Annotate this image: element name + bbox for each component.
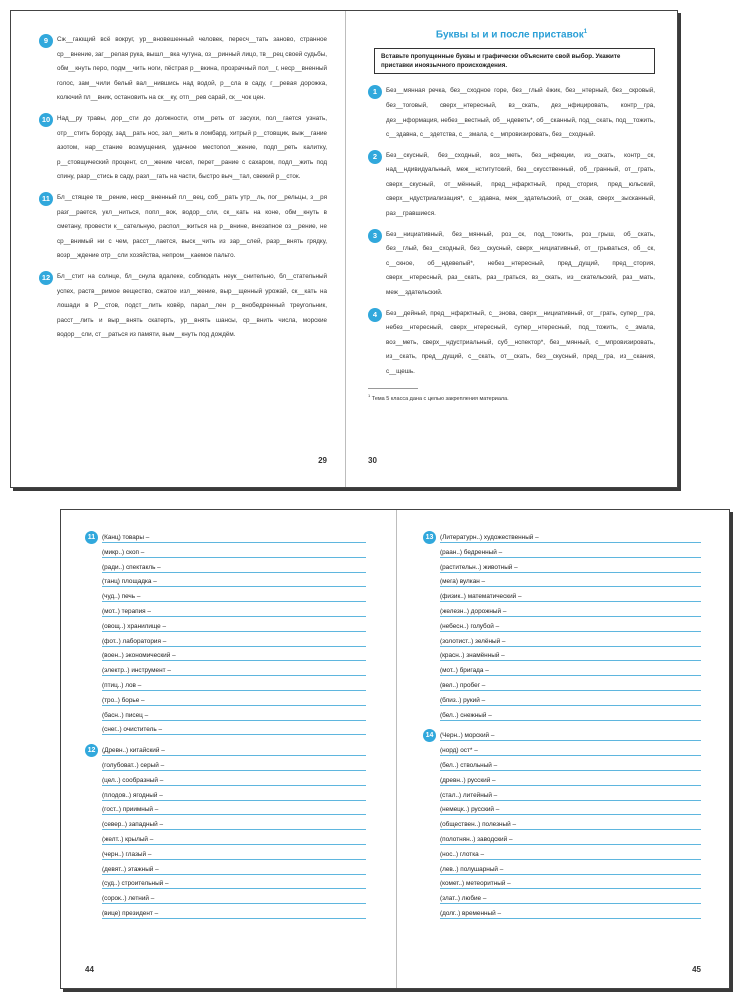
term: (золотист..) зелёный – — [440, 638, 509, 645]
answer-line[interactable] — [440, 859, 701, 860]
task-row — [423, 758, 701, 773]
term: (сорок..) летний – — [102, 895, 158, 902]
term: (растительн..) животный – — [440, 564, 522, 571]
term: (басн..) писец – — [102, 712, 152, 719]
task-row — [423, 663, 701, 678]
term: (небесн..) голубой – — [440, 623, 503, 630]
term: (Литературн..) художественный – — [440, 534, 543, 541]
task-row — [423, 693, 701, 708]
answer-line[interactable] — [102, 888, 366, 889]
answer-line[interactable] — [440, 918, 701, 919]
term: (микр..) скоп – — [102, 549, 148, 556]
task-row — [423, 906, 701, 921]
answer-line[interactable] — [440, 888, 701, 889]
page-29 — [11, 11, 345, 487]
footnote-divider — [368, 388, 418, 389]
answer-line[interactable] — [440, 874, 701, 875]
answer-line[interactable] — [102, 814, 366, 815]
answer-line[interactable] — [102, 785, 366, 786]
answer-line[interactable] — [440, 572, 701, 573]
term: (железн..) дорожный – — [440, 608, 510, 615]
answer-line[interactable] — [102, 631, 366, 632]
term: (снег..) очиститель – — [102, 726, 166, 733]
term: (фот..) лаборатория – — [102, 638, 170, 645]
task-row — [423, 728, 701, 743]
term: (цел..) сообразный – — [102, 777, 167, 784]
exercise-number-badge: 10 — [39, 113, 53, 127]
term: (комет..) метеоритный – — [440, 880, 515, 887]
task-row — [423, 574, 701, 589]
answer-line[interactable] — [440, 542, 701, 543]
answer-line[interactable] — [102, 874, 366, 875]
term: (долг..) временный – — [440, 910, 505, 917]
exercise-10 — [39, 112, 327, 185]
task-group-11 — [85, 530, 366, 737]
answer-line[interactable] — [102, 770, 366, 771]
answer-line[interactable] — [102, 542, 366, 543]
exercise-3 — [368, 228, 655, 301]
answer-line[interactable] — [102, 734, 366, 735]
answer-line[interactable] — [440, 646, 701, 647]
task-row — [423, 832, 701, 847]
task-row — [85, 604, 366, 619]
task-row — [423, 589, 701, 604]
task-row — [423, 678, 701, 693]
exercise-9 — [39, 33, 327, 106]
task-row — [85, 832, 366, 847]
term: (суд..) строительный – — [102, 880, 173, 887]
task-row — [423, 788, 701, 803]
task-row — [423, 817, 701, 832]
answer-line[interactable] — [440, 616, 701, 617]
term: (черн..) глазый – — [102, 851, 155, 858]
exercise-text: Бл__стящее тв__рение, неср__вненный пл__вец, соб__рать утр__ль, пог__рельцы, з__ря разг__рается, укл__ниться, попл__вок, водор__сли, ск__кать на коне, обм__кнуть в сметану, провести к__сательную, распол__житься на р__внине, внезапное оз__рение, не ср__внимый ни с чем, расст__лается, выск__чить из зар__слей, разр__внять грядку, возр__ждение отр__сли хозяйства, непром__каемое пальто. — [57, 193, 327, 260]
task-row — [423, 847, 701, 862]
page-number: 29 — [318, 456, 327, 465]
answer-line[interactable] — [440, 903, 701, 904]
answer-line[interactable] — [102, 918, 366, 919]
task-row — [85, 817, 366, 832]
task-group-12 — [85, 743, 366, 921]
term: (нос..) глотка – — [440, 851, 488, 858]
answer-line[interactable] — [102, 690, 366, 691]
exercise-text: Над__ру травы, дор__сти до должности, отм__реть от засухи, пол__гается узнать, отр__стить бороду, зад__рать нос, зал__жить в ломбард, хитрый р__стовщик, выж__гание азотом, нар__стание возмущения, удачное местопол__жение, подп__реть калитку, р__стовщический процент, сл__жение чисел, перет__рание с сахаром, подл__жить под спину, разр__стись в саду, разл__гать на части, быстро выч__тал, свежий р__сток. — [57, 114, 327, 181]
term: (норд) ост* – — [440, 747, 482, 754]
exercise-2 — [368, 149, 655, 222]
answer-line[interactable] — [440, 740, 701, 741]
term: (воен..) экономический – — [102, 652, 180, 659]
answer-line[interactable] — [102, 903, 366, 904]
top-textbook-spread — [10, 10, 678, 488]
answer-line[interactable] — [102, 800, 366, 801]
exercise-11 — [39, 191, 327, 264]
footnote-marker: 1 — [368, 392, 371, 398]
exercise-text: Без__мянная речка, без__сходное горе, без__глый ёжик, без__нтерный, без__скровый, без__тоговый, сверх__нтересный, вз__скать, дез__нфицировать, контр__гра, дез__нформация, небез__вестный, об__ндеветь*, об__сканный, под__скать, под__тожить, с__здавна, с__здетства, с__змала, с__мпровизировать, без__сходный. — [386, 87, 655, 139]
task-row — [85, 862, 366, 877]
exercise-12 — [39, 270, 327, 343]
exercise-number-badge: 1 — [368, 85, 382, 99]
footnote — [368, 393, 655, 402]
answer-line[interactable] — [102, 660, 366, 661]
exercise-number-badge: 3 — [368, 229, 382, 243]
answer-line[interactable] — [440, 720, 701, 721]
term: (Канц) товары – — [102, 534, 153, 541]
term: (полотнян..) заводский – — [440, 836, 517, 843]
answer-line[interactable] — [440, 601, 701, 602]
answer-line[interactable] — [440, 755, 701, 756]
answer-line[interactable] — [440, 586, 701, 587]
task-row — [85, 634, 366, 649]
task-row — [423, 743, 701, 758]
term: (гост..) приимный – — [102, 806, 162, 813]
answer-line[interactable] — [102, 646, 366, 647]
exercise-text: Сж__гающий всё вокруг, ур__вновешенный человек, пересч__тать заново, странное ср__внение, заг__релая рука, вышл__вка чутуна, оз__ринный лицо, тв__рец своей судьбы, обм__кнуть перо, подм__чить ноги, пёстрая р__вкина, прозрачный пол__г, неср__вненный голос, зам__чили белый вал__нившись над водой, р__сла в саду, г__ревая дорожка, колючий пл__вник, остановить на ск__ку, отп__рев сарай, ск__чок цен. — [57, 36, 327, 102]
term: (Черн..) морский – — [440, 732, 498, 739]
page-number: 44 — [85, 965, 94, 974]
answer-line[interactable] — [102, 829, 366, 830]
answer-line[interactable] — [440, 800, 701, 801]
term: (обществен..) полезный – — [440, 821, 520, 828]
term: (вице) президент – — [102, 910, 162, 917]
term: (физик..) математический – — [440, 593, 526, 600]
answer-line[interactable] — [440, 814, 701, 815]
task-row — [423, 604, 701, 619]
answer-line[interactable] — [440, 770, 701, 771]
term: (бел..) снежный – — [440, 712, 496, 719]
term: (танц) площадка – — [102, 578, 161, 585]
answer-line[interactable] — [102, 601, 366, 602]
term: (голубоват..) серый – — [102, 762, 168, 769]
answer-line[interactable] — [102, 616, 366, 617]
task-row — [85, 788, 366, 803]
exercise-text: Без__нициативный, без__мянный, роз__ск, под__тожить, роз__грыш, об__скать, без__глый, без__сходный, без__скусный, сверх__нициативный, от__грываться, об__ск, с__скное, об__ндевелый*, небез__нтересный, пред__дущий, пред__стория, сверх__нтересный, раз__скать, раз__гратьcя, вз__скать, из__скательский, раз__мать, меж__здательский. — [386, 230, 655, 297]
term: (север..) западный – — [102, 821, 167, 828]
term: (древн..) русский – — [440, 777, 500, 784]
term: (красн..) знамённый – — [440, 652, 509, 659]
task-row — [85, 906, 366, 921]
page-44 — [61, 510, 396, 988]
page-number: 45 — [692, 965, 701, 974]
answer-line[interactable] — [102, 557, 366, 558]
answer-line[interactable] — [102, 844, 366, 845]
task-row — [85, 560, 366, 575]
answer-line[interactable] — [102, 720, 366, 721]
task-row — [85, 545, 366, 560]
term: (немецк..) русский – — [440, 806, 503, 813]
task-group-13 — [423, 530, 701, 722]
term: (стал..) литейный – — [440, 792, 501, 799]
task-row — [85, 619, 366, 634]
task-row — [85, 574, 366, 589]
task-row — [85, 876, 366, 891]
term: (птиц..) лов – — [102, 682, 145, 689]
answer-line[interactable] — [440, 844, 701, 845]
task-row — [85, 773, 366, 788]
term: (чуд..) печь – — [102, 593, 144, 600]
section-title — [368, 29, 655, 40]
exercise-text: Без__скусный, без__сходный, воз__меть, без__нфекции, из__скать, контр__ск, над__ндивидуальный, меж__нститутский, без__скусственный, об__гранный, от__грать, сверх__скусный, от__мённый, пред__нфарктный, пред__стория, пред__юльский, сверх__ндустриализация*, с__здавна, меж__здательский, от__скав, сверх__зысканный, раз__грaвшиеся. — [386, 151, 655, 218]
term: (плодов..) ягодный – — [102, 792, 167, 799]
exercise-1 — [368, 84, 655, 142]
task-row — [85, 758, 366, 773]
answer-line[interactable] — [440, 660, 701, 661]
task-row — [423, 862, 701, 877]
exercise-text: Без__дейный, пред__нфарктный, с__знова, сверх__нициативный, от__грать, супер__гра, небез__нтересный, сверх__нтересный, супер__нтересный, под__тожить, с__змала, воз__меть, сверх__ндустриальный, суб__нспектор*, без__мянный, с__мпровизировать, из__скать, пред__дущий, с__скать, от__скать, без__скусный, пред__гра, из__скания, с__щешь. — [386, 309, 655, 376]
term: (мот..) бригада – — [440, 667, 493, 674]
task-row — [85, 708, 366, 723]
answer-line[interactable] — [102, 586, 366, 587]
term: (тро..) борье – — [102, 697, 149, 704]
instruction-box: Вставьте пропущенные буквы и графически объясните свой выбор. Укажите приставки иноязычного происхождения. — [374, 48, 655, 74]
term: (девят..) этажный – — [102, 866, 163, 873]
term: (бел..) ствольный – — [440, 762, 501, 769]
answer-line[interactable] — [102, 675, 366, 676]
task-row — [423, 891, 701, 906]
term: (злат..) любие – — [440, 895, 490, 902]
page-30 — [346, 11, 679, 487]
answer-line[interactable] — [102, 859, 366, 860]
task-row — [423, 708, 701, 723]
exercise-number-badge: 12 — [39, 271, 53, 285]
exercise-number-badge: 2 — [368, 150, 382, 164]
task-row — [85, 589, 366, 604]
exercise-number-badge: 9 — [39, 34, 53, 48]
task-row — [85, 530, 366, 545]
term: (раан..) бедренный – — [440, 549, 506, 556]
task-row — [85, 648, 366, 663]
task-row — [423, 560, 701, 575]
task-row — [85, 847, 366, 862]
task-row — [423, 648, 701, 663]
task-group-14 — [423, 728, 701, 920]
task-number-badge: 14 — [423, 729, 436, 742]
term: (овощ..) хранилище – — [102, 623, 170, 630]
task-row — [423, 634, 701, 649]
term: (электр..) инструмент – — [102, 667, 175, 674]
task-row — [85, 663, 366, 678]
term: (лев..) полушарный – — [440, 866, 507, 873]
task-row — [423, 773, 701, 788]
answer-line[interactable] — [440, 829, 701, 830]
answer-line[interactable] — [102, 755, 366, 756]
term: (Древн..) китайский – — [102, 747, 169, 754]
answer-line[interactable] — [440, 631, 701, 632]
term: (ради..) спектакль – — [102, 564, 165, 571]
answer-line[interactable] — [440, 675, 701, 676]
task-row — [423, 545, 701, 560]
answer-line[interactable] — [440, 690, 701, 691]
task-row — [423, 802, 701, 817]
term: (мот..) терапия – — [102, 608, 155, 615]
term: (желт..) крылый – — [102, 836, 157, 843]
term: (мега) вулкан – — [440, 578, 489, 585]
bottom-workbook-spread — [60, 509, 730, 989]
footnote-ref: 1 — [583, 29, 588, 35]
task-number-badge: 11 — [85, 531, 98, 544]
answer-line[interactable] — [440, 785, 701, 786]
answer-line[interactable] — [102, 705, 366, 706]
task-row — [85, 802, 366, 817]
answer-line[interactable] — [440, 705, 701, 706]
exercise-text: Бл__стит на солнце, бл__снула вдалеке, соблюдать неук__снительно, бл__стательный успех, раств__римое вещество, сжатое изл__жение, выр__щенный урожай, ск__кать на лошади в Р__стов, подст__лить ковёр, парал__лен р__внобедренный треугольник, расст__лить и выр__внять скатерть, ур__внять шансы, ср__внить числа, морские водор__сли, ст__раться из памяти, вым__кнуть под дождём. — [57, 272, 327, 339]
task-row — [423, 876, 701, 891]
answer-line[interactable] — [102, 572, 366, 573]
task-row — [85, 678, 366, 693]
answer-line[interactable] — [440, 557, 701, 558]
task-row — [423, 530, 701, 545]
exercise-number-badge: 4 — [368, 308, 382, 322]
section-title-text: Буквы ы и и после приставок — [435, 29, 584, 41]
task-row — [85, 891, 366, 906]
task-row — [85, 743, 366, 758]
term: (близ..) рукий – — [440, 697, 489, 704]
task-number-badge: 13 — [423, 531, 436, 544]
task-row — [85, 693, 366, 708]
exercise-4 — [368, 307, 655, 380]
task-row — [423, 619, 701, 634]
task-row — [85, 722, 366, 737]
task-number-badge: 12 — [85, 744, 98, 757]
page-45 — [397, 510, 731, 988]
exercise-number-badge: 11 — [39, 192, 53, 206]
footnote-text: Тема 5 класса дана с целью закрепления материала. — [371, 395, 509, 402]
term: (вел..) пробег – — [440, 682, 489, 689]
page-number: 30 — [368, 456, 377, 465]
